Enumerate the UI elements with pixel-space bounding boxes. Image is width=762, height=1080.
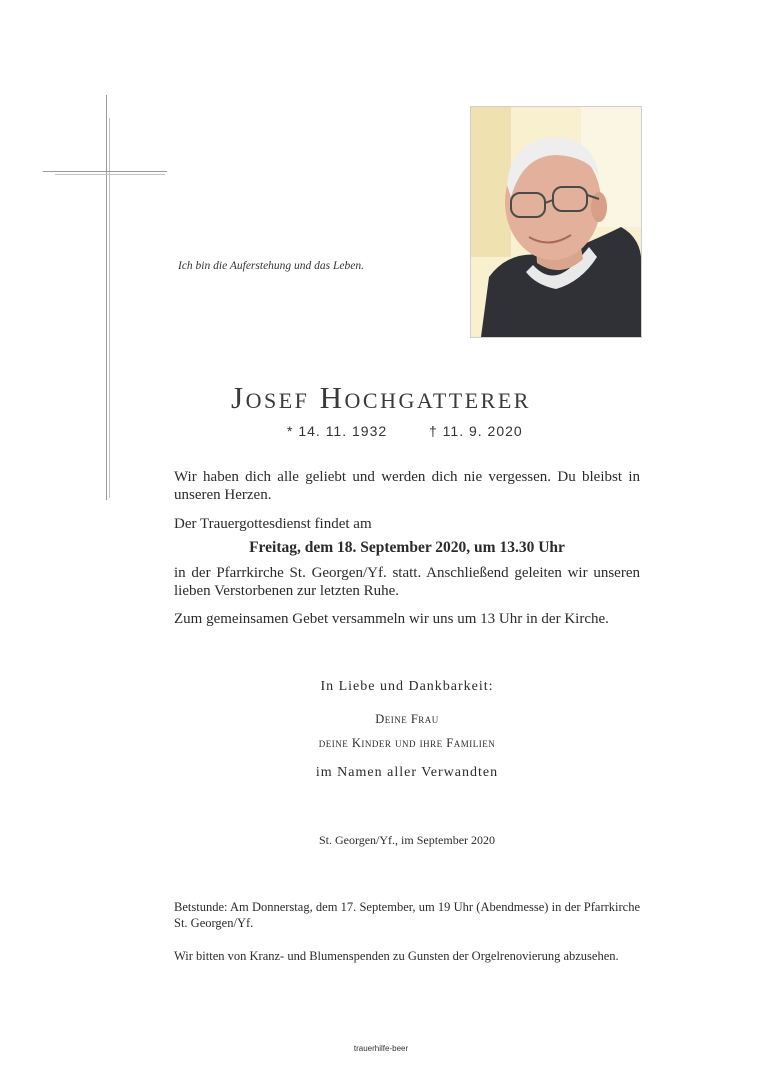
note-prayer-hour: Betstunde: Am Donnerstag, dem 17. September, um 19 Uhr (Abendmesse) in der Pfarrkirche St. Georgen/Yf. [174, 900, 640, 930]
paragraph-farewell: Wir haben dich alle geliebt und werden dich nie vergessen. Du bleibst in unseren Herzen. [174, 469, 640, 503]
signatory-relatives: im Namen aller Verwandten [315, 765, 499, 780]
cross-vertical-line [106, 95, 107, 500]
death-date: † 11. 9. 2020 [429, 423, 523, 439]
place-date: St. Georgen/Yf., im September 2020 [318, 833, 496, 847]
motto-quote: Ich bin die Auferstehung und das Leben. [178, 260, 364, 272]
signatory-wife: Deine Frau [375, 712, 439, 726]
paragraph-service-place: in der Pfarrkirche St. Georgen/Yf. statt. Anschließend geleiten wir unseren lieben Verstorbenen zur letzten Ruhe. [174, 565, 640, 599]
service-date: Freitag, dem 18. September 2020, um 13.30 Uhr [249, 539, 565, 556]
paragraph-prayer: Zum gemeinsamen Gebet versammeln wir uns um 13 Uhr in der Kirche. [174, 611, 609, 627]
closing-phrase: In Liebe und Dankbarkeit: [320, 679, 494, 694]
portrait-photo [470, 106, 642, 338]
portrait-illustration [471, 107, 641, 337]
deceased-name: Josef Hochgatterer [231, 380, 531, 415]
birth-date: * 14. 11. 1932 [287, 423, 388, 439]
footer-publisher: trauerhilfe-beer [353, 1044, 409, 1053]
cross-horizontal-line-shadow [55, 174, 165, 175]
note-donations: Wir bitten von Kranz- und Blumenspenden zu Gunsten der Orgelrenovierung abzusehen. [174, 949, 619, 963]
cross-vertical-line-shadow [109, 118, 110, 498]
cross-horizontal-line [43, 171, 167, 172]
signatory-children: deine Kinder und ihre Familien [318, 736, 496, 750]
paragraph-service-intro: Der Trauergottesdienst findet am [174, 516, 372, 532]
